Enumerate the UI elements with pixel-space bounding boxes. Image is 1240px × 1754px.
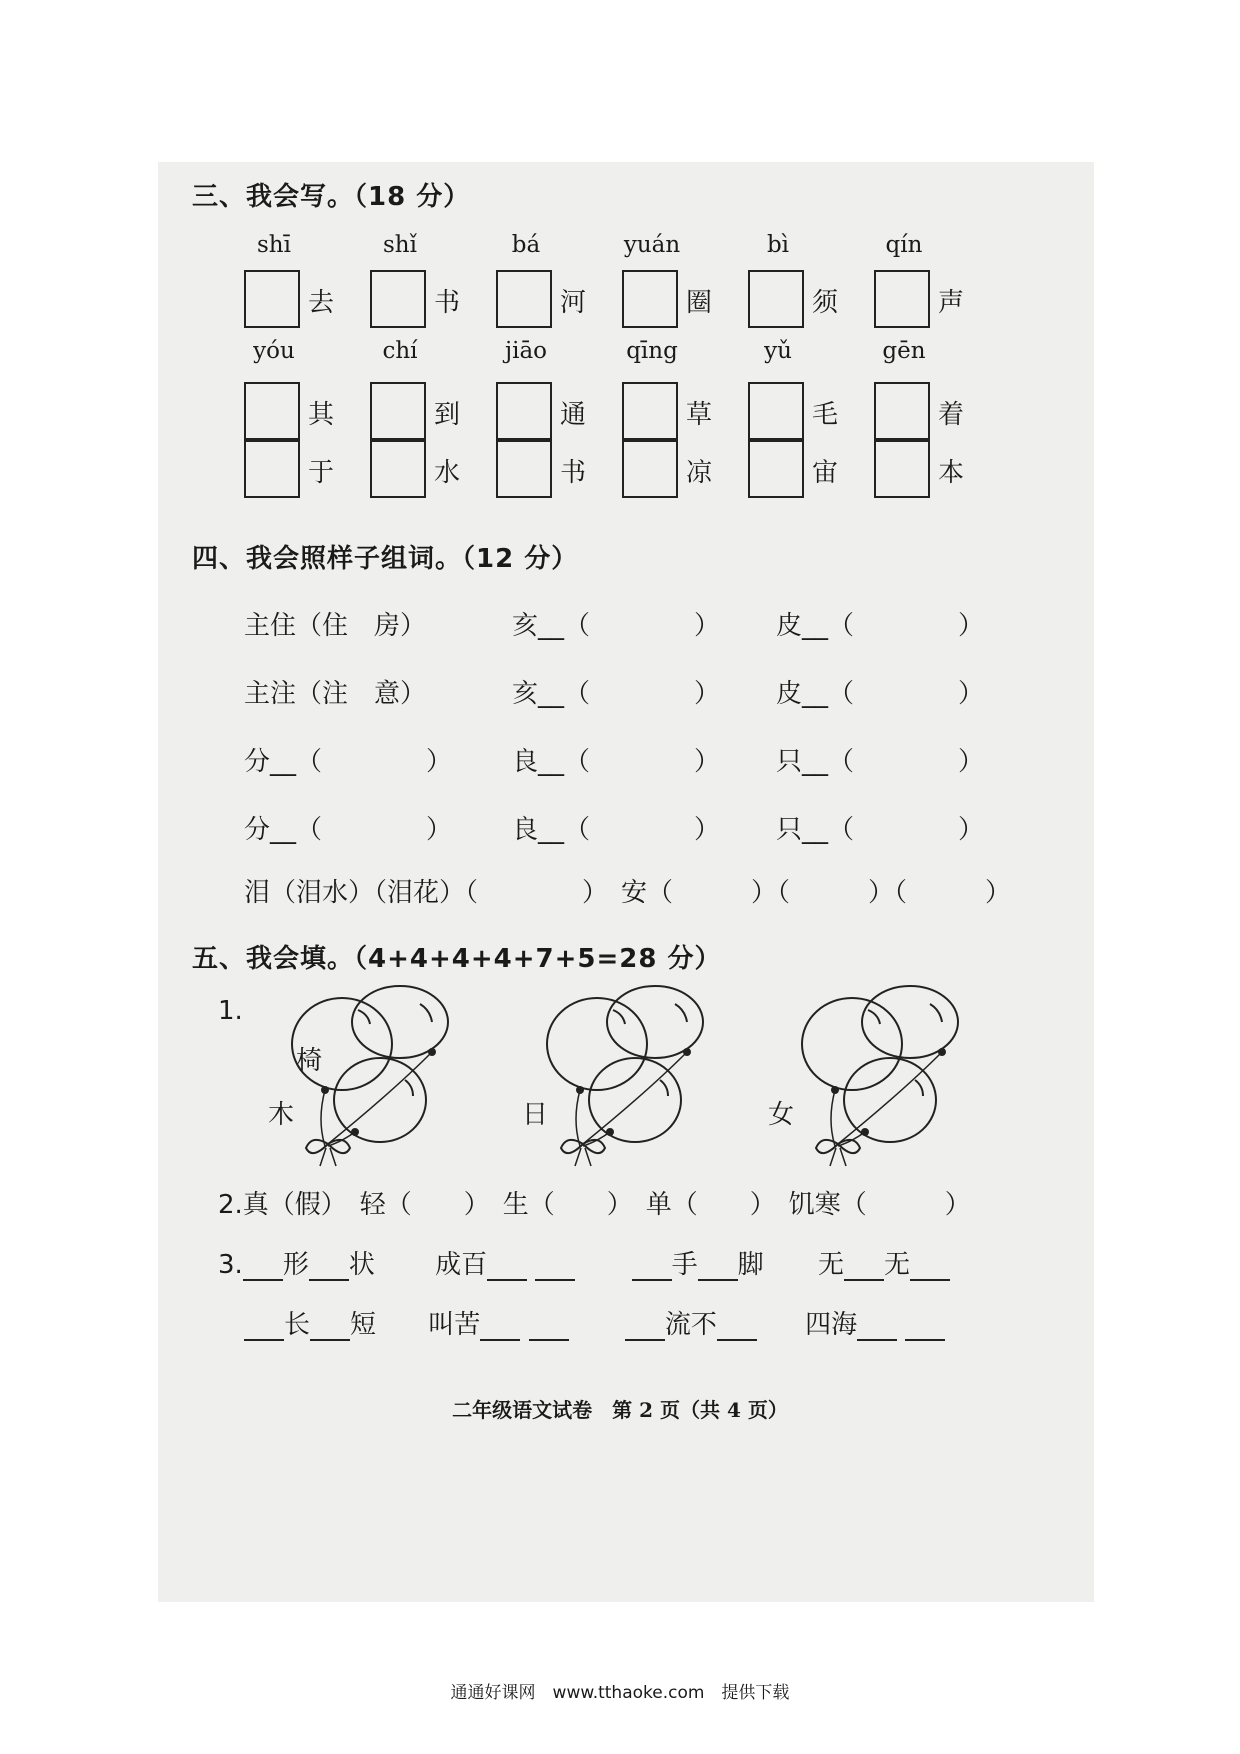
blank: [480, 1311, 520, 1341]
s4-r1-c3: 皮__（ ）: [776, 611, 985, 641]
answer-box[interactable]: [496, 270, 552, 328]
answer-box[interactable]: [748, 270, 804, 328]
s4-r3-c2: 良__（ ）: [512, 747, 721, 777]
answer-box[interactable]: [622, 440, 678, 498]
answer-box[interactable]: [370, 440, 426, 498]
s4-r2-c2: 亥__（ ）: [512, 679, 721, 709]
given-char: 声: [938, 288, 965, 318]
given-char: 通: [560, 400, 587, 430]
q3-word: 流不: [664, 1310, 717, 1340]
blank: [529, 1311, 569, 1341]
answer-box[interactable]: [370, 270, 426, 328]
given-char: 书: [560, 458, 587, 488]
blank: [698, 1251, 738, 1281]
blank: [535, 1251, 575, 1281]
given-char: 水: [434, 458, 461, 488]
given-char: 着: [938, 400, 965, 430]
pinyin-label: qín: [885, 232, 923, 258]
section5-title: 五、我会填。（4+4+4+4+7+5=28 分）: [192, 944, 722, 974]
answer-box[interactable]: [622, 270, 678, 328]
blank: [309, 1251, 349, 1281]
given-char: 河: [560, 288, 587, 318]
pinyin-label: yóu: [253, 338, 295, 364]
answer-box[interactable]: [370, 382, 426, 440]
page-footer: 二年级语文试卷 第 2 页（共 4 页）: [452, 1398, 788, 1422]
q3-word: 形: [282, 1250, 309, 1280]
given-char: 毛: [812, 400, 839, 430]
answer-box[interactable]: [244, 270, 300, 328]
download-credit: 通通好课网 www.tthaoke.com 提供下载: [450, 1683, 790, 1703]
q3-word: 叫苦: [428, 1310, 481, 1340]
blank: [244, 1311, 284, 1341]
q1-label: 1.: [218, 996, 243, 1026]
given-char: 宙: [812, 458, 839, 488]
s4-r2-c1: 主注（注 意）: [244, 679, 427, 709]
s4-last-row: 泪（泪水）（泪花）（ ） 安（ ）（ ）（ ）: [244, 878, 1012, 908]
q3-word: 长: [284, 1310, 311, 1340]
pinyin-label: qīng: [626, 338, 678, 364]
s4-r4-c2: 良__（ ）: [512, 815, 721, 845]
given-char: 圈: [686, 288, 713, 318]
q3-row1: [218, 1244, 950, 1281]
q3-word: 脚: [737, 1250, 764, 1280]
pinyin-label: shǐ: [383, 232, 417, 258]
blank: [310, 1311, 350, 1341]
pinyin-label: chí: [382, 338, 418, 364]
answer-box[interactable]: [244, 382, 300, 440]
given-char: 于: [308, 458, 335, 488]
blank: [857, 1311, 897, 1341]
given-char: 凉: [686, 458, 713, 488]
given-char: 草: [686, 400, 713, 430]
q3-word: 无: [817, 1250, 844, 1280]
given-char: 本: [938, 458, 965, 488]
blank: [487, 1251, 527, 1281]
pinyin-label: yǔ: [764, 338, 792, 364]
answer-box[interactable]: [496, 440, 552, 498]
q3-word: 短: [350, 1310, 377, 1340]
answer-box[interactable]: [874, 270, 930, 328]
answer-box[interactable]: [748, 382, 804, 440]
section4-title: 四、我会照样子组词。（12 分）: [192, 544, 579, 574]
q3-row2: [244, 1304, 945, 1341]
blank: [632, 1251, 672, 1281]
balloon1-side-char: 木: [268, 1100, 295, 1130]
pinyin-label: yuán: [623, 232, 681, 258]
q3-word: 状: [348, 1250, 375, 1280]
answer-box[interactable]: [622, 382, 678, 440]
blank: [717, 1311, 757, 1341]
given-char: 去: [308, 288, 335, 318]
pinyin-label: gēn: [882, 338, 926, 364]
blank: [844, 1251, 884, 1281]
q3-label: 3.: [218, 1250, 243, 1280]
q3-word: 成百: [435, 1250, 488, 1280]
blank: [243, 1251, 283, 1281]
q3-word: 无: [883, 1250, 910, 1280]
given-char: 须: [812, 288, 839, 318]
pinyin-label: jiāo: [504, 338, 548, 364]
s4-r3-c1: 分__（ ）: [244, 747, 453, 777]
s4-r2-c3: 皮__（ ）: [776, 679, 985, 709]
answer-box[interactable]: [874, 382, 930, 440]
section3-title: 三、我会写。（18 分）: [192, 182, 471, 212]
pinyin-label: bì: [766, 232, 790, 258]
given-char: 其: [308, 400, 335, 430]
s4-r4-c3: 只__（ ）: [776, 815, 985, 845]
balloon-illustrations: [250, 982, 1070, 1172]
s4-r3-c3: 只__（ ）: [776, 747, 985, 777]
answer-box[interactable]: [874, 440, 930, 498]
answer-box[interactable]: [748, 440, 804, 498]
blank: [905, 1311, 945, 1341]
q3-word: 手: [671, 1250, 698, 1280]
pinyin-label: shī: [257, 232, 291, 258]
pinyin-label: bá: [511, 232, 541, 258]
q2-text: 2.真（假） 轻（ ） 生（ ） 单（ ） 饥寒（ ）: [218, 1190, 971, 1220]
answer-box[interactable]: [496, 382, 552, 440]
balloon1-top-char: 椅: [296, 1046, 323, 1076]
balloon3-side-char: 女: [768, 1100, 795, 1130]
balloon2-side-char: 日: [522, 1100, 549, 1130]
blank: [625, 1311, 665, 1341]
given-char: 书: [434, 288, 461, 318]
answer-box[interactable]: [244, 440, 300, 498]
blank: [910, 1251, 950, 1281]
given-char: 到: [434, 400, 461, 430]
s4-r4-c1: 分__（ ）: [244, 815, 453, 845]
q3-word: 四海: [805, 1310, 858, 1340]
s4-r1-c2: 亥__（ ）: [512, 611, 721, 641]
s4-r1-c1: 主住（住 房）: [244, 611, 427, 641]
